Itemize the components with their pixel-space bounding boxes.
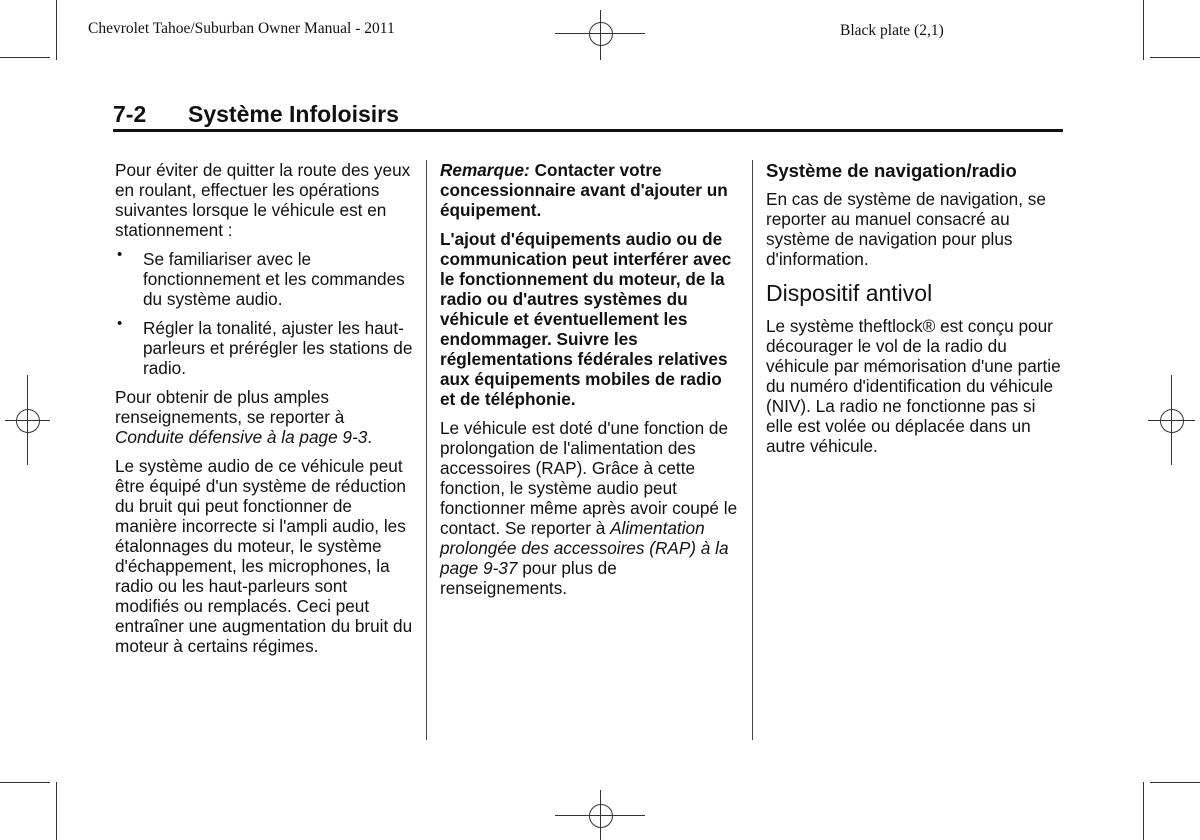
chapter-number: 7-2 — [113, 101, 147, 127]
rap-paragraph — [440, 418, 740, 598]
list-item-text: Régler la tonalité, ajuster les haut-parleurs et prérégler les stations de radio. — [143, 318, 413, 378]
note-paragraph — [440, 160, 740, 220]
running-head-right: Black plate (2,1) — [840, 22, 944, 39]
intro-paragraph: Pour éviter de quitter la route des yeux en roulant, effectuer les opérations suivantes lorsque le véhicule est en stationnement : — [115, 160, 411, 240]
reference-text: Pour obtenir de plus amples renseignements, se reporter à — [115, 387, 345, 427]
reference-paragraph — [115, 387, 415, 447]
list-item-text: Se familiariser avec le fonctionnement et les commandes du système audio. — [143, 249, 405, 309]
cross-reference-link[interactable]: Conduite défensive à la page 9-3 — [115, 427, 368, 447]
rap-end: pour plus de renseignements. — [440, 558, 617, 598]
note-text: Contacter votre concessionnaire avant d'ajouter un équipement. — [440, 160, 728, 220]
navigation-paragraph: En cas de système de navigation, se reporter au manuel consacré au système de navigation pour plus d'information. — [766, 189, 1046, 269]
column-3 — [766, 160, 1066, 465]
cross-reference-link[interactable]: Alimentation prolongée des accessoires (RAP) à la page 9-37 — [440, 518, 729, 578]
list-item — [115, 246, 415, 309]
note-label: Remarque: — [440, 160, 530, 180]
antitheft-paragraph: Le système theftlock® est conçu pour décourager le vol de la radio du véhicule par mémorisation d'une partie du numéro d'identification du véhicule (NIV). La radio ne fonctionne pas si elle est volée ou déplacée dans un autre véhicule. — [766, 316, 1061, 456]
title-rule — [113, 129, 1063, 132]
column-1 — [115, 160, 415, 665]
column-divider-1 — [426, 160, 427, 740]
column-divider-2 — [752, 160, 753, 740]
bullet-icon: • — [117, 246, 123, 263]
running-head-left: Chevrolet Tahoe/Suburban Owner Manual - 2011 — [88, 20, 395, 37]
antitheft-heading: Dispositif antivol — [766, 280, 933, 306]
navigation-heading: Système de navigation/radio — [766, 160, 1017, 181]
column-2 — [440, 160, 740, 607]
noise-reduction-paragraph: Le système audio de ce véhicule peut être équipé d'un système de réduction du bruit qui peut fonctionner de manière incorrecte si l'ampli audio, les étalonnages du moteur, le système d'échappement, les microphones, la radio ou les haut-parleurs sont modifiés ou remplacés. Ceci peut entraîner une augmentation du bruit du moteur à certains régimes. — [115, 456, 413, 656]
warning-paragraph: L'ajout d'équipements audio ou de communication peut interférer avec le fonctionnement du moteur, de la radio ou d'autres systèmes du véhicule et éventuellement les endommager. Suivre les réglementations fédérales relatives aux équipements mobiles de radio et de téléphonie. — [440, 229, 732, 409]
chapter-title: Système Infoloisirs — [188, 101, 399, 127]
list-item — [115, 315, 415, 378]
reference-end: . — [367, 427, 373, 447]
rap-text: Le véhicule est doté d'une fonction de prolongation de l'alimentation des accessoires (RAP). Grâce à cette fonction, le système audio peut fonctionner même après avoir coupé le contact. Se reporter à — [440, 418, 738, 538]
bullet-icon: • — [117, 315, 123, 332]
